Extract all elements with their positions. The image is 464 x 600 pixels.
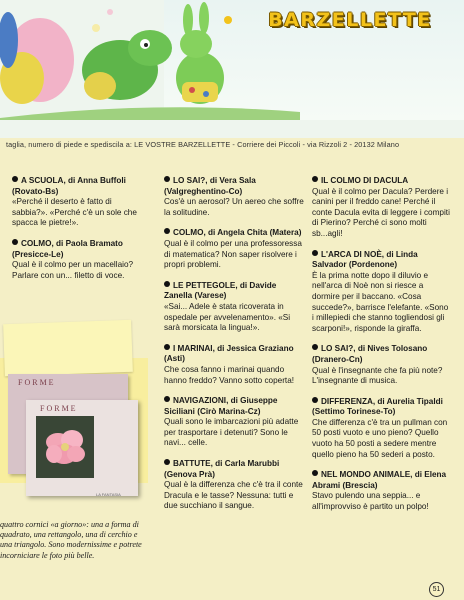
joke-text: «Perché il deserto è fatto di sabbia?». «Perché c'è un sole che spacca le pietre!». <box>12 197 137 228</box>
joke-entry <box>164 459 304 512</box>
joke-entry <box>164 281 304 334</box>
column-3 <box>312 176 450 523</box>
joke-text: Cos'è un aerosol? Un aereo che soffre la solitudine. <box>164 197 304 217</box>
bullet-icon <box>12 239 18 245</box>
bullet-icon <box>164 459 170 465</box>
joke-text: «Sai... Adele è stata ricoverata in ospedale per avvelenamento». «Si sarà morsicata la lingua!». <box>164 301 291 333</box>
joke-heading: DIFFERENZA, di Aurelia Tipaldi (Settimo Torinese-To) <box>312 396 443 417</box>
joke-heading: COLMO, di Angela Chita (Matera) <box>164 228 304 239</box>
joke-entry <box>312 470 450 512</box>
column-2 <box>164 176 304 522</box>
joke-heading: COLMO, di Paola Bramato (Presicce-Le) <box>12 238 123 259</box>
joke-entry <box>12 176 146 229</box>
green-bunny-head <box>180 30 212 58</box>
bullet-icon <box>164 228 170 234</box>
joke-entry <box>312 397 450 461</box>
bullet-icon <box>164 176 170 182</box>
bullet-icon <box>164 281 170 287</box>
frame-label: LA FANTASIA <box>96 492 121 497</box>
bullet-icon <box>164 344 170 350</box>
submission-address: taglia, numero di piede e spediscila a: LE VOSTRE BARZELLETTE - Corriere dei Piccoli - via Rizzoli 2 - 20132 Milano <box>6 140 400 149</box>
joke-text: Stavo pulendo una seppia... e all'improvviso è partito un polpo! <box>312 491 429 512</box>
page-header <box>0 0 464 138</box>
frame-brand-label: FORME <box>40 404 78 413</box>
joke-text: È la prima notte dopo il diluvio e nell'arca di Noè non si riesce a dormire per il baccano. «Cosa succede?», barrisce l'elefante. «Sono i millepiedi che stanno togliendosi gli scarponi!», risponde la giraffa. <box>312 270 449 333</box>
joke-text: Che cosa fanno i marinai quando hanno freddo? Vanno sotto coperta! <box>164 364 295 385</box>
section-title: BARZELLETTE <box>268 9 432 31</box>
joke-entry <box>312 250 450 335</box>
joke-text: Qual è il colmo per una professoressa di matematica? Non saper risolvere i propri problemi. <box>164 238 302 270</box>
joke-entry <box>164 344 304 386</box>
joke-heading: LO SAI?, di Vera Sala (Valgreghentino-Co) <box>164 176 256 196</box>
sticky-note <box>3 320 133 376</box>
joke-entry <box>164 396 304 449</box>
joke-heading: BATTUTE, di Carla Marubbi (Genova Prà) <box>164 459 280 479</box>
product-caption: quattro cornici «a giorno»: una a forma di quadrato, una rettangolo, una di cerchio e una triangolo. Sono modernissime e potrete incorniciare le foto più belle. <box>0 520 142 560</box>
joke-heading: I MARINAI, di Jessica Graziano (Asti) <box>164 343 294 364</box>
joke-text: Qual è l'insegnante che fa più note? L'insegnante di musica. <box>312 365 443 386</box>
joke-heading: IL COLMO DI DACULA <box>312 176 450 187</box>
joke-text: Qual è il colmo per Dacula? Perdere i canini per il freddo cane! Perché il conte Dacula evita di leggere i compiti di Pierino? Perché ci sono molti sb...agli! <box>312 186 450 238</box>
joke-text: Che differenza c'è tra un pullman con 50 posti vuoto e uno pieno? Quello vuoto ha 50 posti a sedere mentre quello pieno ha 50 sederi a posto. <box>312 417 448 459</box>
joke-heading: A SCUOLA, di Anna Buffoli (Rovato-Bs) <box>12 176 126 196</box>
joke-text: Qual è il colmo per un macellaio? Parlare con un... filetto di voce. <box>12 260 134 280</box>
frame-brand-label: FORME <box>18 378 56 387</box>
green-creature-head <box>128 30 172 66</box>
joke-text: Qual è la differenza che c'è tra il conte Dracula e le tasse? Nessuna: tutti e due succhiano il sangue. <box>164 480 303 511</box>
joke-entry <box>12 239 146 281</box>
joke-heading: L'ARCA DI NOÈ, di Linda Salvador (Pordenone) <box>312 249 418 270</box>
column-1 <box>12 176 146 291</box>
bullet-icon <box>12 176 18 182</box>
joke-heading: LO SAI?, di Nives Tolosano (Dranero-Cn) <box>312 344 428 364</box>
joke-heading: NEL MONDO ANIMALE, di Elena Abrami (Brescia) <box>312 470 447 490</box>
bee-icon <box>224 16 232 24</box>
bullet-icon <box>312 397 318 403</box>
page-number: 51 <box>429 582 444 597</box>
photo-frame-front <box>26 400 138 496</box>
bullet-icon <box>164 396 170 402</box>
bullet-icon <box>312 250 318 256</box>
flower-icon <box>107 9 113 15</box>
pink-flower-icon <box>36 416 94 478</box>
bullet-icon <box>312 470 318 476</box>
bullet-icon <box>312 176 318 182</box>
joke-entry <box>312 344 450 386</box>
flower-icon <box>92 24 100 32</box>
joke-entry <box>312 176 450 240</box>
flower-photo <box>36 416 94 478</box>
section-title-banner <box>244 6 456 34</box>
joke-heading: LE PETTEGOLE, di Davide Zanella (Varese) <box>164 280 277 301</box>
joke-entry <box>164 176 304 218</box>
joke-entry <box>164 228 304 270</box>
bullet-icon <box>312 344 318 350</box>
joke-heading: NAVIGAZIONI, di Giuseppe Siciliani (Cirò Marina-Cz) <box>164 396 278 416</box>
joke-text: Quali sono le imbarcazioni più adatte per trasportare i detenuti? Sono le navi... celle. <box>164 417 299 448</box>
